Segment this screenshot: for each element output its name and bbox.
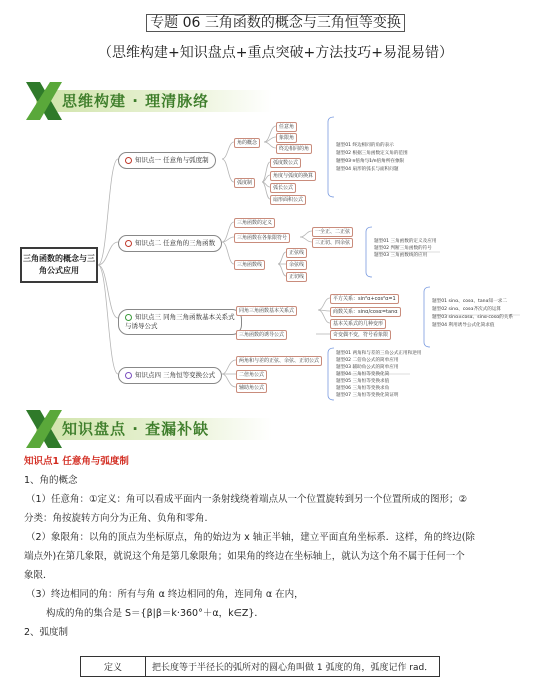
paragraph: 构成的角的集合是 S＝{β|β＝k·360°＋α，k∈Z}．	[46, 608, 264, 619]
question-type: 题型01 sinα、cosα、tanα知一求二	[432, 299, 507, 304]
paragraph: 分类：角按旋转方向分为正角、负角和零角.	[24, 513, 208, 524]
question-type: 题型03 辅助角公式的简单应用	[336, 365, 399, 370]
page-title: 专题 06 三角函数的概念与三角恒等变换	[0, 12, 551, 32]
map-node: 二倍角公式	[236, 370, 267, 380]
map-node: 余弦线	[286, 260, 307, 270]
map-node: 角的概念	[234, 138, 260, 148]
knowledge-node-3: 知识点三 同角三角函数基本关系式与诱导公式	[118, 309, 242, 335]
banner-title: 思维构建 · 理清脉络	[62, 92, 210, 110]
paragraph: （1）任意角：①定义：角可以看成平面内一条射线绕着端点从一个位置旋转到另一个位置所成的图形；②	[26, 494, 468, 505]
map-node: 辅助角公式	[236, 383, 267, 393]
bullet-icon	[125, 314, 132, 321]
knowledge-node-2: 知识点二 任意角的三角函数	[118, 235, 222, 252]
question-type: 题型04 扇形的弧长与面积问题	[336, 167, 399, 172]
map-node: 基本关系式的几种变形	[330, 319, 386, 329]
banner-knowledge	[22, 412, 272, 446]
question-type: 题型04 三角恒等变换化简	[336, 372, 390, 377]
map-node: 两角和与差的正弦、余弦、正切公式	[236, 356, 322, 366]
map-node: 奇变偶不变，符号看象限	[330, 330, 391, 340]
table-cell-text: 把长度等于半径长的弧所对的圆心角叫做 1 弧度的角，弧度记作 rad．	[146, 657, 440, 677]
section-heading: 知识点1 任意角与弧度制	[24, 456, 129, 467]
paragraph: 2、弧度制	[24, 627, 69, 638]
paragraph: 1、角的概念	[24, 475, 78, 486]
knowledge-node-4: 知识点四 三角恒等变换公式	[118, 367, 222, 384]
question-type: 题型03 sinα±cosα、sinα·cosα的关系	[432, 315, 513, 320]
map-node: 平方关系：sin²α+cos²α=1	[330, 294, 399, 304]
question-type: 题型02 根据三角函数定义角的范围	[336, 151, 408, 156]
question-type: 题型02 二倍角公式的简单应用	[336, 358, 399, 363]
question-type: 题型02 判断三角函数的符号	[374, 246, 432, 251]
question-type: 题型04 利用诱导公式化简求值	[432, 323, 495, 328]
map-node: 三角函数的诱导公式	[236, 330, 287, 340]
x-mark-icon	[22, 408, 66, 450]
map-node: 任意角	[276, 122, 297, 132]
map-node: 终边相同的角	[276, 144, 312, 154]
bullet-icon	[125, 157, 132, 164]
question-type: 题型03 三角函数线的应用	[374, 253, 428, 258]
definition-table	[80, 656, 440, 677]
map-node: 三角函数的定义	[234, 218, 275, 228]
mind-map	[0, 112, 551, 402]
map-node: 三角函数线	[234, 260, 265, 270]
question-type: 题型02 sinα、cosα齐次式的运算	[432, 307, 502, 312]
body-text	[24, 452, 529, 642]
table-cell-label: 定义	[81, 657, 146, 677]
map-node: 三角函数在各象限符号	[234, 233, 290, 243]
map-node: 弧长公式	[270, 183, 296, 193]
map-node: 三正切、四余弦	[312, 238, 353, 248]
map-node: 正弦线	[286, 248, 307, 258]
map-node: 商数关系：sinα/cosα=tanα	[330, 307, 401, 317]
question-type: 题型07 三角恒等变换化简证明	[336, 393, 399, 398]
question-type: 题型06 三角恒等变换求角	[336, 386, 390, 391]
map-node: 一全正、二正弦	[312, 227, 353, 237]
paragraph: （3）终边相同的角：所有与角 α 终边相同的角，连同角 α 在内，	[26, 589, 304, 600]
map-node: 象限角	[276, 133, 297, 143]
question-type: 题型01 三角函数的定义及应用	[374, 239, 437, 244]
map-node: 弧度制	[234, 178, 255, 188]
page-subtitle: （思维构建+知识盘点+重点突破+方法技巧+易混易错）	[98, 45, 453, 61]
question-type: 题型03 n倍角与1/n倍角所在象限	[336, 159, 405, 164]
table-row	[81, 657, 440, 677]
mind-map-root: 三角函数的概念与三角公式应用	[20, 247, 98, 283]
bullet-icon	[125, 240, 132, 247]
map-node: 扇形面积公式	[270, 195, 306, 205]
paragraph: 端点外)在第几象限，就说这个角是第几象限角；如果角的终边在坐标轴上，就认为这个角不属于任何一个	[24, 551, 465, 562]
paragraph: （2）象限角：以角的顶点为坐标原点，角的始边为 x 轴正半轴，建立平面直角坐标系．这样，角的终边(除	[26, 532, 475, 543]
bullet-icon	[125, 372, 132, 379]
knowledge-node-1: 知识点一 任意角与弧度制	[118, 152, 216, 169]
map-node: 同角三角函数基本关系式	[236, 306, 297, 316]
banner-title: 知识盘点 · 查漏补缺	[62, 420, 210, 438]
question-type: 题型05 三角恒等变换求值	[336, 379, 390, 384]
map-node: 正切线	[286, 272, 307, 282]
question-type: 题型01 终边相同的角的表示	[336, 143, 394, 148]
question-type: 题型01 两角和与差的三角公式正用和逆用	[336, 351, 422, 356]
paragraph: 象限．	[24, 570, 53, 581]
map-node: 角度与弧度的换算	[270, 171, 316, 181]
map-node: 弧度数公式	[270, 158, 301, 168]
